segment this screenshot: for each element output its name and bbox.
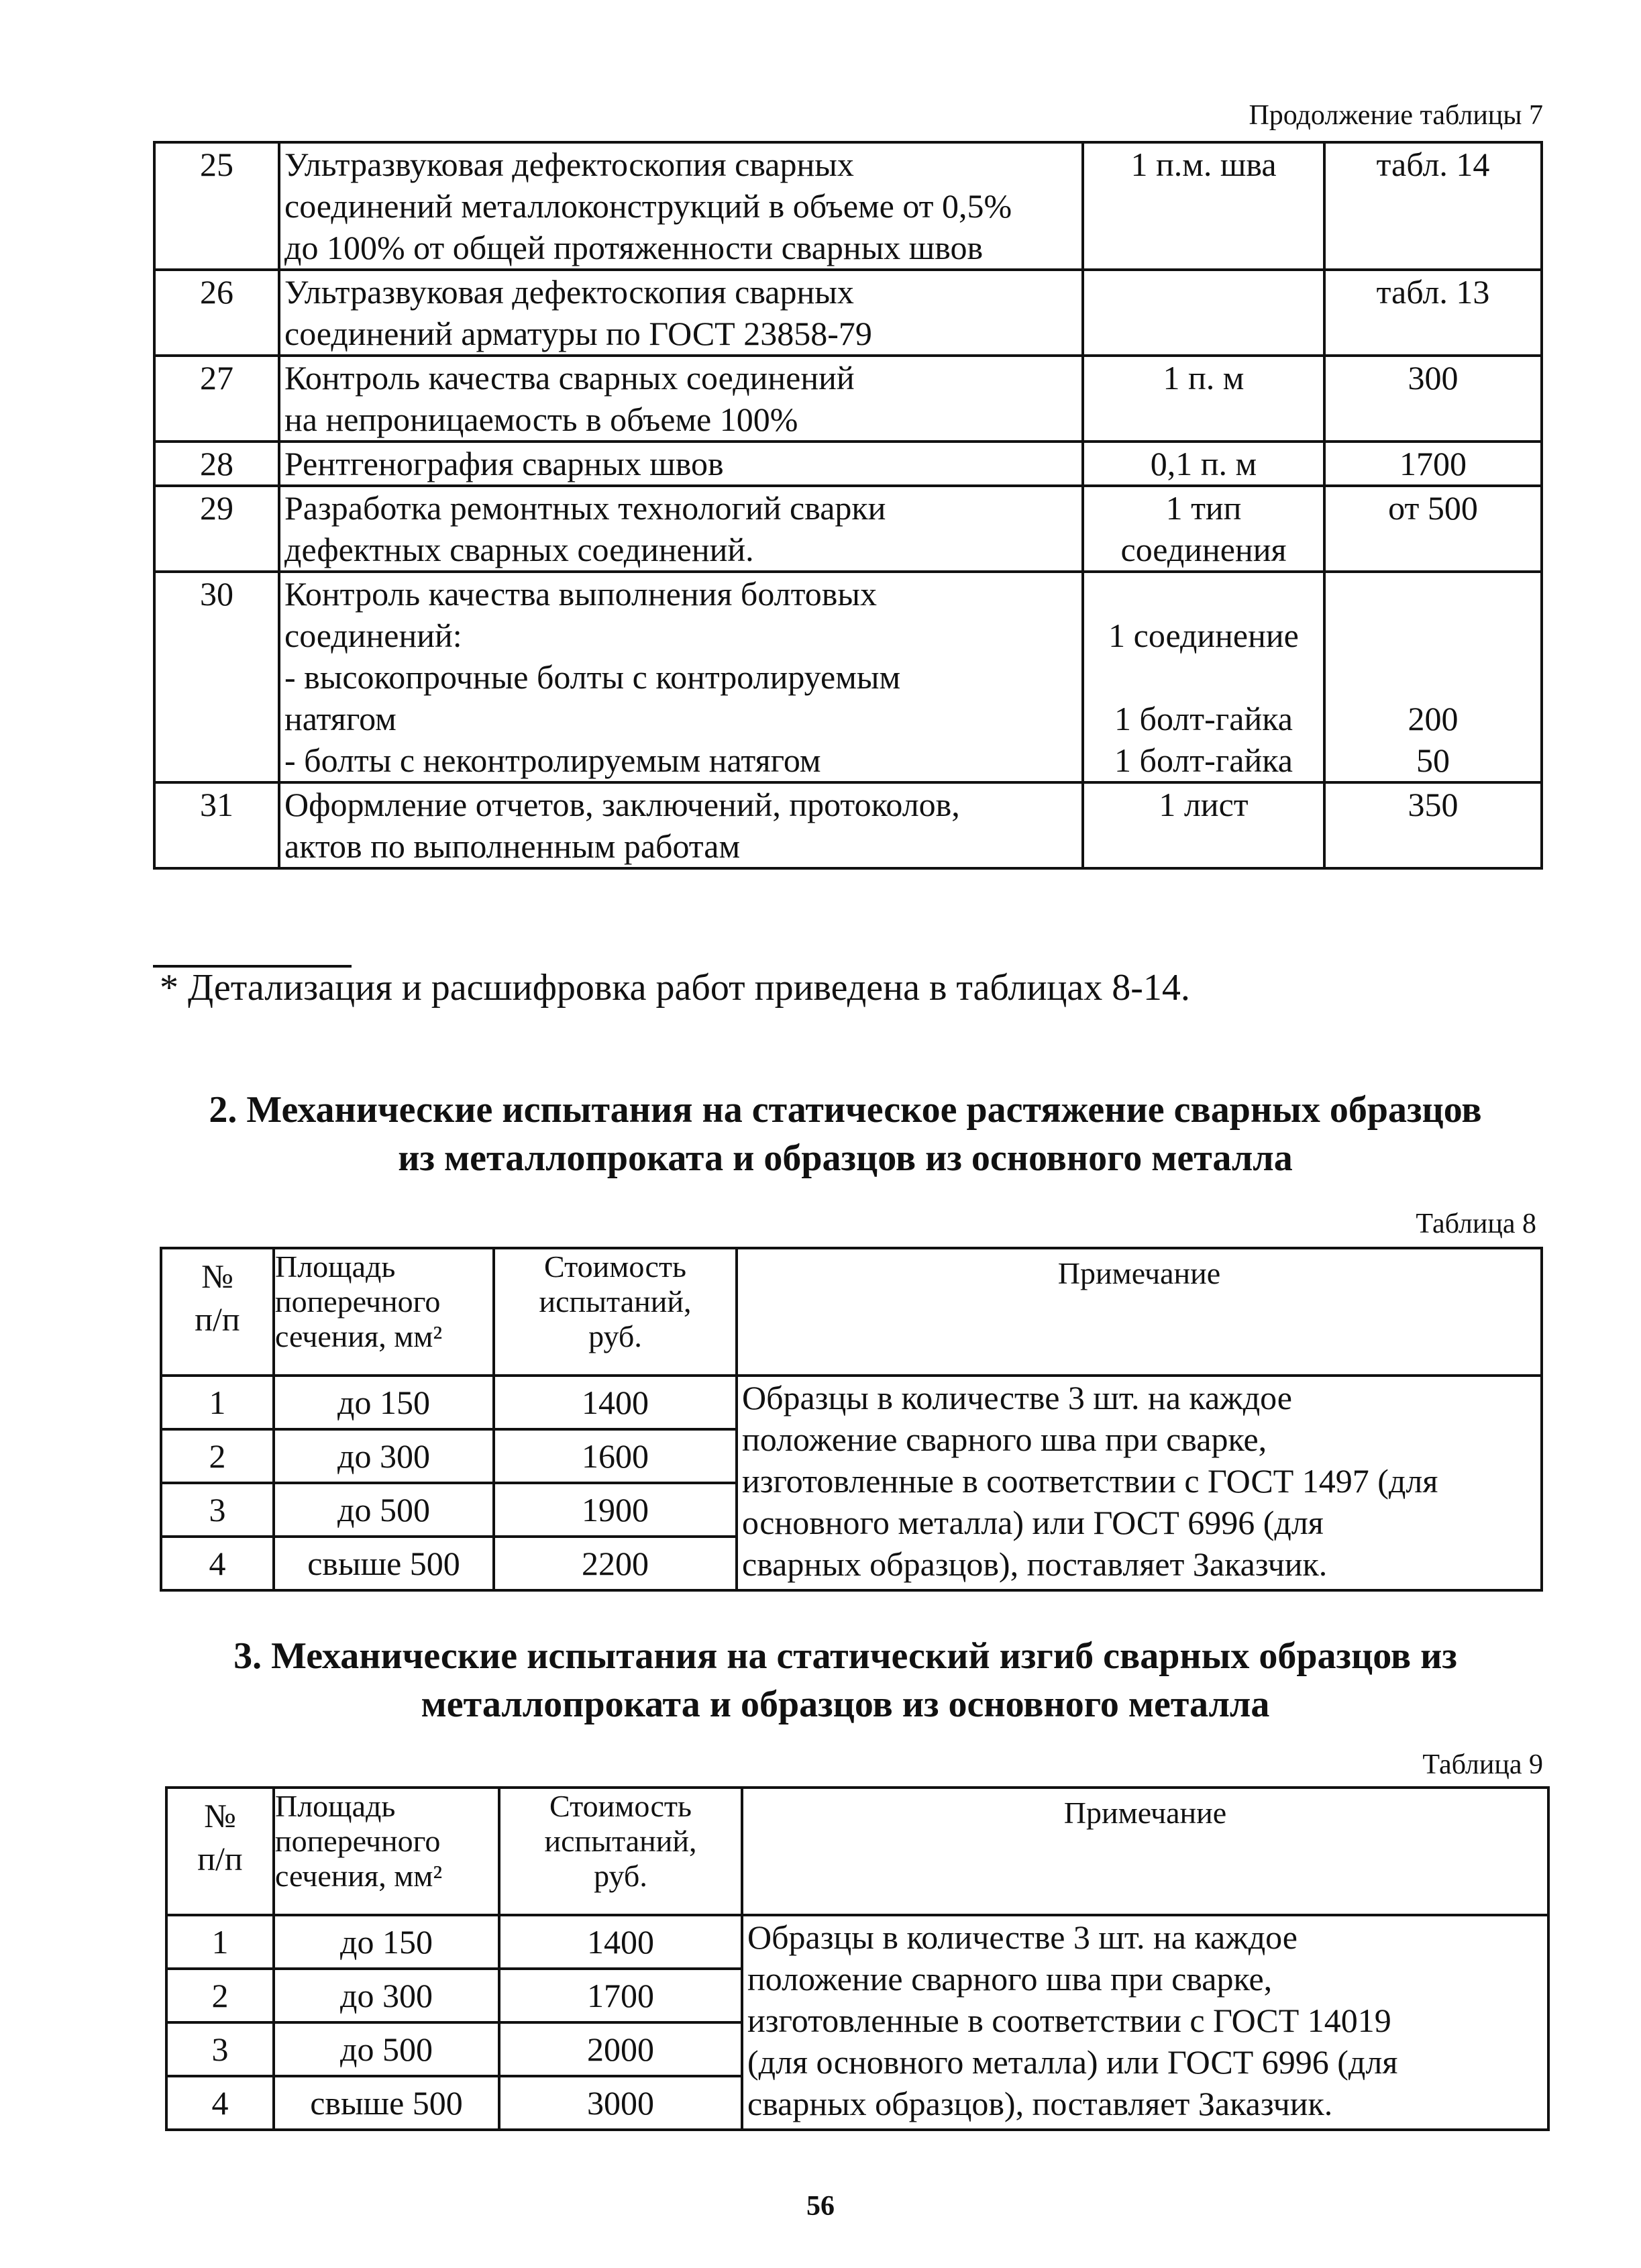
unit-cell [1083, 142, 1324, 270]
unit-line: 1 тип [1165, 489, 1242, 527]
price-line: 300 [1408, 359, 1459, 397]
header-text: Стоимость [544, 1249, 686, 1284]
table7-continuation-caption: Продолжение таблицы 7 [1249, 100, 1543, 131]
table-row [154, 486, 1542, 572]
unit-line: 1 болт-гайка [1114, 741, 1293, 779]
section2-title-line2: из металлопроката и образцов из основного металла [398, 1137, 1293, 1179]
header-text: Площадь [275, 1789, 396, 1823]
table-row [161, 1376, 1542, 1429]
header-text: п/п [195, 1300, 240, 1338]
table-row [154, 572, 1542, 782]
description-line: Рентгенография сварных швов [284, 445, 724, 482]
row-cost: 1400 [494, 1376, 737, 1429]
price-line: 350 [1408, 786, 1459, 823]
row-area: свыше 500 [274, 2076, 499, 2130]
price-cell [1324, 142, 1542, 270]
note-line: сварных образцов), поставляет Заказчик. [742, 1545, 1328, 1583]
note-line: положение сварного шва при сварке, [742, 1421, 1267, 1458]
row-number: 2 [166, 1969, 274, 2022]
description-line: - болты с неконтролируемым натягом [284, 741, 821, 779]
work-description [279, 442, 1083, 486]
unit-line [1084, 271, 1323, 313]
table-header-row [161, 1248, 1542, 1376]
note-line: Образцы в количестве 3 шт. на каждое [747, 1918, 1298, 1956]
unit-line: 1 п. м [1163, 359, 1245, 397]
price-line [1326, 573, 1540, 615]
table-row [154, 356, 1542, 442]
header-text: поперечного [275, 1824, 441, 1858]
description-line: до 100% от общей протяженности сварных швов [284, 229, 984, 266]
row-number: 27 [154, 356, 279, 442]
row-number: 4 [166, 2076, 274, 2130]
page-number: 56 [806, 2191, 835, 2222]
unit-cell [1083, 486, 1324, 572]
header-text: п/п [197, 1840, 243, 1877]
table-row [154, 270, 1542, 356]
note-line: изготовленные в соответствии с ГОСТ 1497 (для [742, 1462, 1438, 1500]
note-line: сварных образцов), поставляет Заказчик. [747, 2085, 1333, 2122]
row-area: до 150 [274, 1376, 494, 1429]
unit-line: соединения [1120, 531, 1287, 568]
header-text: сечения, мм² [275, 1859, 443, 1893]
table9 [165, 1786, 1550, 2131]
header-number [161, 1248, 274, 1376]
price-cell [1324, 270, 1542, 356]
description-line: Ультразвуковая дефектоскопия сварных [284, 146, 854, 183]
row-area: до 300 [274, 1969, 499, 2022]
note-line: положение сварного шва при сварке, [747, 1960, 1273, 1998]
row-number: 3 [161, 1483, 274, 1537]
unit-cell [1083, 270, 1324, 356]
row-number: 26 [154, 270, 279, 356]
header-text: поперечного [275, 1284, 441, 1319]
description-line: дефектных сварных соединений. [284, 531, 754, 568]
note-cell [737, 1376, 1542, 1590]
unit-line [1084, 573, 1323, 615]
header-text: № [201, 1257, 233, 1295]
price-cell [1324, 356, 1542, 442]
row-cost: 2000 [499, 2022, 742, 2076]
row-cost: 1900 [494, 1483, 737, 1537]
description-line: на непроницаемость в объеме 100% [284, 401, 798, 438]
price-cell [1324, 782, 1542, 868]
header-area [274, 1788, 499, 1915]
description-line: актов по выполненным работам [284, 827, 741, 865]
header-text: испытаний, [539, 1284, 692, 1319]
price-line: табл. 14 [1376, 146, 1490, 183]
description-line: Ультразвуковая дефектоскопия сварных [284, 273, 854, 311]
unit-line: 1 болт-гайка [1114, 700, 1293, 737]
row-number: 1 [166, 1915, 274, 1969]
work-description [279, 572, 1083, 782]
description-line: Оформление отчетов, заключений, протоколов, [284, 786, 960, 823]
price-line: табл. 13 [1376, 273, 1490, 311]
row-area: до 300 [274, 1429, 494, 1483]
unit-line: 1 соединение [1108, 617, 1299, 654]
table7 [153, 141, 1543, 870]
description-line: - высокопрочные болты с контролируемым [284, 658, 901, 696]
table8 [160, 1247, 1543, 1592]
header-cost [494, 1248, 737, 1376]
work-description [279, 356, 1083, 442]
row-number: 2 [161, 1429, 274, 1483]
table-header-row [166, 1788, 1548, 1915]
header-note: Примечание [742, 1788, 1548, 1915]
price-line [1326, 656, 1540, 698]
unit-cell [1083, 356, 1324, 442]
table-row [154, 442, 1542, 486]
header-text: Площадь [275, 1249, 396, 1284]
row-area: до 500 [274, 1483, 494, 1537]
row-number: 31 [154, 782, 279, 868]
unit-cell [1083, 442, 1324, 486]
row-cost: 1600 [494, 1429, 737, 1483]
header-text: руб. [594, 1859, 647, 1893]
section3-title-line2: металлопроката и образцов из основного металла [421, 1684, 1270, 1725]
price-line [1326, 615, 1540, 656]
row-number: 4 [161, 1537, 274, 1590]
row-area: до 500 [274, 2022, 499, 2076]
header-cost [499, 1788, 742, 1915]
price-cell [1324, 442, 1542, 486]
header-text: руб. [588, 1319, 642, 1353]
row-area: свыше 500 [274, 1537, 494, 1590]
unit-line: 0,1 п. м [1150, 445, 1257, 482]
note-cell [742, 1915, 1548, 2130]
section3-title-line1: 3. Механические испытания на статический изгиб сварных образцов из [233, 1635, 1457, 1677]
work-description [279, 486, 1083, 572]
header-area [274, 1248, 494, 1376]
price-line: 50 [1416, 741, 1450, 779]
note-line: основного металла) или ГОСТ 6996 (для [742, 1504, 1324, 1541]
price-line: 1700 [1399, 445, 1467, 482]
unit-cell [1083, 572, 1324, 782]
header-text: испытаний, [544, 1824, 697, 1858]
price-cell [1324, 572, 1542, 782]
work-description [279, 782, 1083, 868]
price-line: 200 [1408, 700, 1459, 737]
footnote: * Детализация и расшифровка работ приведена в таблицах 8-14. [160, 967, 1190, 1009]
note-line: изготовленные в соответствии с ГОСТ 14019 [747, 2002, 1391, 2039]
description-line: соединений арматуры по ГОСТ 23858-79 [284, 315, 872, 352]
note-line: (для основного металла) или ГОСТ 6996 (для [747, 2043, 1398, 2081]
unit-line: 1 лист [1159, 786, 1249, 823]
description-line: соединений металлоконструкций в объеме от 0,5% [284, 187, 1012, 225]
row-number: 1 [161, 1376, 274, 1429]
row-cost: 1400 [499, 1915, 742, 1969]
row-number: 30 [154, 572, 279, 782]
description-line: натягом [284, 700, 396, 737]
row-number: 28 [154, 442, 279, 486]
table-row [166, 1915, 1548, 1969]
unit-cell [1083, 782, 1324, 868]
description-line: Разработка ремонтных технологий сварки [284, 489, 886, 527]
price-line: от 500 [1388, 489, 1478, 527]
description-line: Контроль качества выполнения болтовых [284, 575, 878, 613]
row-cost: 2200 [494, 1537, 737, 1590]
table9-caption: Таблица 9 [1422, 1749, 1543, 1780]
table-row [154, 782, 1542, 868]
header-text: № [204, 1797, 236, 1835]
work-description [279, 270, 1083, 356]
description-line: Контроль качества сварных соединений [284, 359, 855, 397]
section2-title-line1: 2. Механические испытания на статическое растяжение сварных образцов [209, 1089, 1482, 1131]
row-number: 3 [166, 2022, 274, 2076]
row-area: до 150 [274, 1915, 499, 1969]
price-cell [1324, 486, 1542, 572]
header-note: Примечание [737, 1248, 1542, 1376]
note-line: Образцы в количестве 3 шт. на каждое [742, 1379, 1292, 1416]
table8-caption: Таблица 8 [1416, 1208, 1536, 1239]
header-text: Стоимость [549, 1789, 692, 1823]
header-text: сечения, мм² [275, 1319, 443, 1353]
row-number: 25 [154, 142, 279, 270]
description-line: соединений: [284, 617, 462, 654]
unit-line: 1 п.м. шва [1130, 146, 1277, 183]
row-cost: 3000 [499, 2076, 742, 2130]
header-number [166, 1788, 274, 1915]
unit-line [1084, 656, 1323, 698]
table-row [154, 142, 1542, 270]
row-cost: 1700 [499, 1969, 742, 2022]
row-number: 29 [154, 486, 279, 572]
work-description [279, 142, 1083, 270]
